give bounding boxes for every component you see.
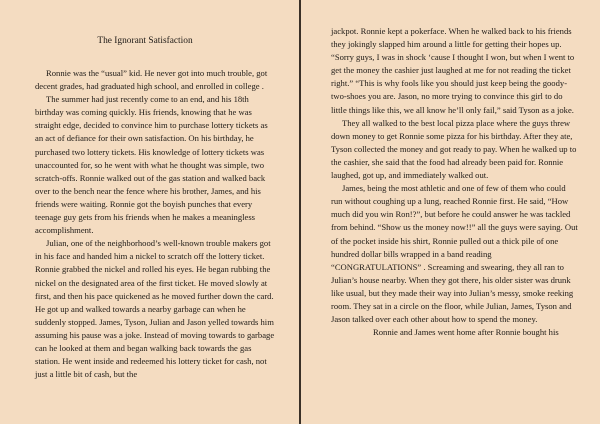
right-page-text bbox=[331, 25, 578, 339]
paragraph: Ronnie was the “usual” kid. He never got into much trouble, got decent grades, had graduated high school, and enrolled in college . bbox=[35, 68, 268, 92]
left-page-text bbox=[35, 67, 275, 381]
right-page bbox=[301, 0, 600, 424]
paragraph: They all walked to the best local pizza place where the guys threw down money to get Ronnie some pizza for his birthday. After they ate, Tyson collected the money and got ready to pay. When he walked up to the cashier, she said that the food had already been paid for. Ronnie laughed, got up, and immediately walked out. bbox=[331, 117, 577, 181]
paragraph: James, being the most athletic and one of few of them who could run without coughing up a lung, reached Ronnie first. He said, “How much did you win Ron!?”, but before he could answer he was tackled from behind. “Show us the money now!!” all the guys were saying. Out of the pocket inside his shirt, Ronnie pulled out a thick pile of one hundred dollar bills wrapped in a band reading “CONGRATULATIONS” . Screaming and swearing, they all ran to Julian’s house nearby. When they got there, his older sister was drunk like usual, but they made their way into Julian’s messy, smoke reeking room. They sat in a circle on the floor, while Julian, James, Tyson and Jason talked over each other about how to spend the money. bbox=[331, 183, 578, 325]
story-title: The Ignorant Satisfaction bbox=[97, 36, 193, 46]
paragraph: The summer had just recently come to an end, and his 18th birthday was coming quickly. His friends, knowing that he was straight edge, decided to convince him to purchase lottery tickets as an act of defiance for their own satisfaction. On his birthday, he purchased two lottery tickets. His knowledge of lottery tickets was unaccounted for, so he went with what he thought was simple, two scratch-offs. Ronnie walked out of the gas station and walked back over to the bench near the fence where his brother, James, and his friends were waiting. Ronnie got the boyish punches that every teenage guy gets from his friends when he makes a meaningless accomplishment. bbox=[35, 94, 268, 236]
paragraph: Ronnie and James went home after Ronnie bought his bbox=[373, 327, 559, 338]
left-page bbox=[0, 0, 299, 424]
paragraph: Julian, one of the neighborhood’s well-known trouble makers got in his face and handed him a nickel to scratch off the lottery ticket. Ronnie grabbed the nickel and rolled his eyes. He began rubbing the nickel on the designated area of the first ticket. He moved slowly at first, and then his pace quickened as he moved further down the card. He got up and walked towards a nearby garbage can when he suddenly stopped. James, Tyson, Julian and Jason yelled towards him assuming his pause was a joke. Instead of moving towards to garbage can he looked at them and began walking back towards the gas station. He went inside and redeemed his lottery ticket for cash, not just a little bit of cash, but the bbox=[35, 238, 275, 380]
paragraph: jackpot. Ronnie kept a pokerface. When he walked back to his friends they jokingly slapped him around a little for getting their hopes up. “Sorry guys, I was in shock ‘cause I thought I won, but when I went to get the money the cashier just laughed at me for not reading the ticket right.” “This is why fools like you should just keep being the goody-two-shoes you are. Jason, no more trying to convince this girl to do little things like this, we all know he’ll only fail,” said Tyson as a joke. bbox=[331, 26, 575, 115]
